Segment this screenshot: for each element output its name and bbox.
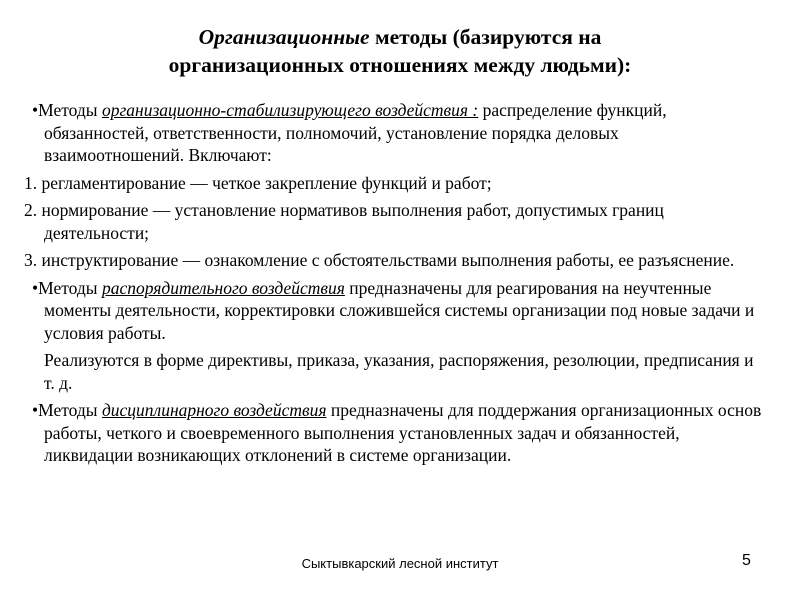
title-rest: методы (базируются на: [369, 25, 602, 49]
paragraph-forms: Реализуются в форме директивы, приказа, указания, распоряжения, резолюции, предписания и т. д.: [44, 350, 754, 393]
list-item-normirovanie: 2. нормирование — установление нормативов выполнения работ, допустимых границ деятельности;: [24, 200, 664, 243]
term-disciplinary: дисциплинарного воздействия: [101, 400, 327, 420]
term-administrative: распорядительного воздействия: [101, 277, 345, 298]
bullet-text: предназначены для реагирования на неучтенные моменты деятельности, корректировки сложившейся системы организации под новые задачи и условия работы.: [44, 277, 755, 343]
bullet-marker: •: [32, 277, 39, 298]
bullet-marker: •: [32, 100, 39, 120]
footer-institute: Сыктывкарский лесной институт: [301, 556, 499, 571]
slide-title: [0, 23, 800, 79]
bullet-lead: Методы: [38, 100, 102, 120]
page-number: 5: [742, 552, 751, 569]
title-italic-word: Организационные: [198, 25, 370, 49]
title-line-2: организационных отношениях между людьми):: [168, 53, 632, 77]
bullet-marker: •: [32, 400, 39, 420]
list-item-instruction: 3. инструктирование — ознакомление с обстоятельствами выполнения работы, ее разъяснение.: [24, 250, 735, 270]
slide-body: [22, 99, 762, 467]
bullet-text: предназначены для поддержания организационных основ работы, четкого и своевременного выполнения установленных задач и обязанностей, ликвидации возникающих отклонений в системе организации.: [44, 400, 762, 465]
bullet-disciplinary-methods: [22, 399, 762, 467]
bullet-lead: Методы: [38, 277, 102, 298]
title-line-1: [0, 23, 800, 51]
bullet-text: распределение функций, обязанностей, ответственности, полномочий, установление порядка деловых взаимоотношений. Включают:: [44, 100, 667, 165]
list-item-reglamentation: 1. регламентирование — четкое закрепление функций и работ;: [24, 172, 492, 193]
bullet-administrative-methods: [22, 277, 762, 345]
bullet-stabilizing-methods: [22, 99, 762, 167]
bullet-lead: Методы: [38, 400, 102, 420]
term-stabilizing: организационно-стабилизирующего воздействия :: [101, 100, 479, 120]
